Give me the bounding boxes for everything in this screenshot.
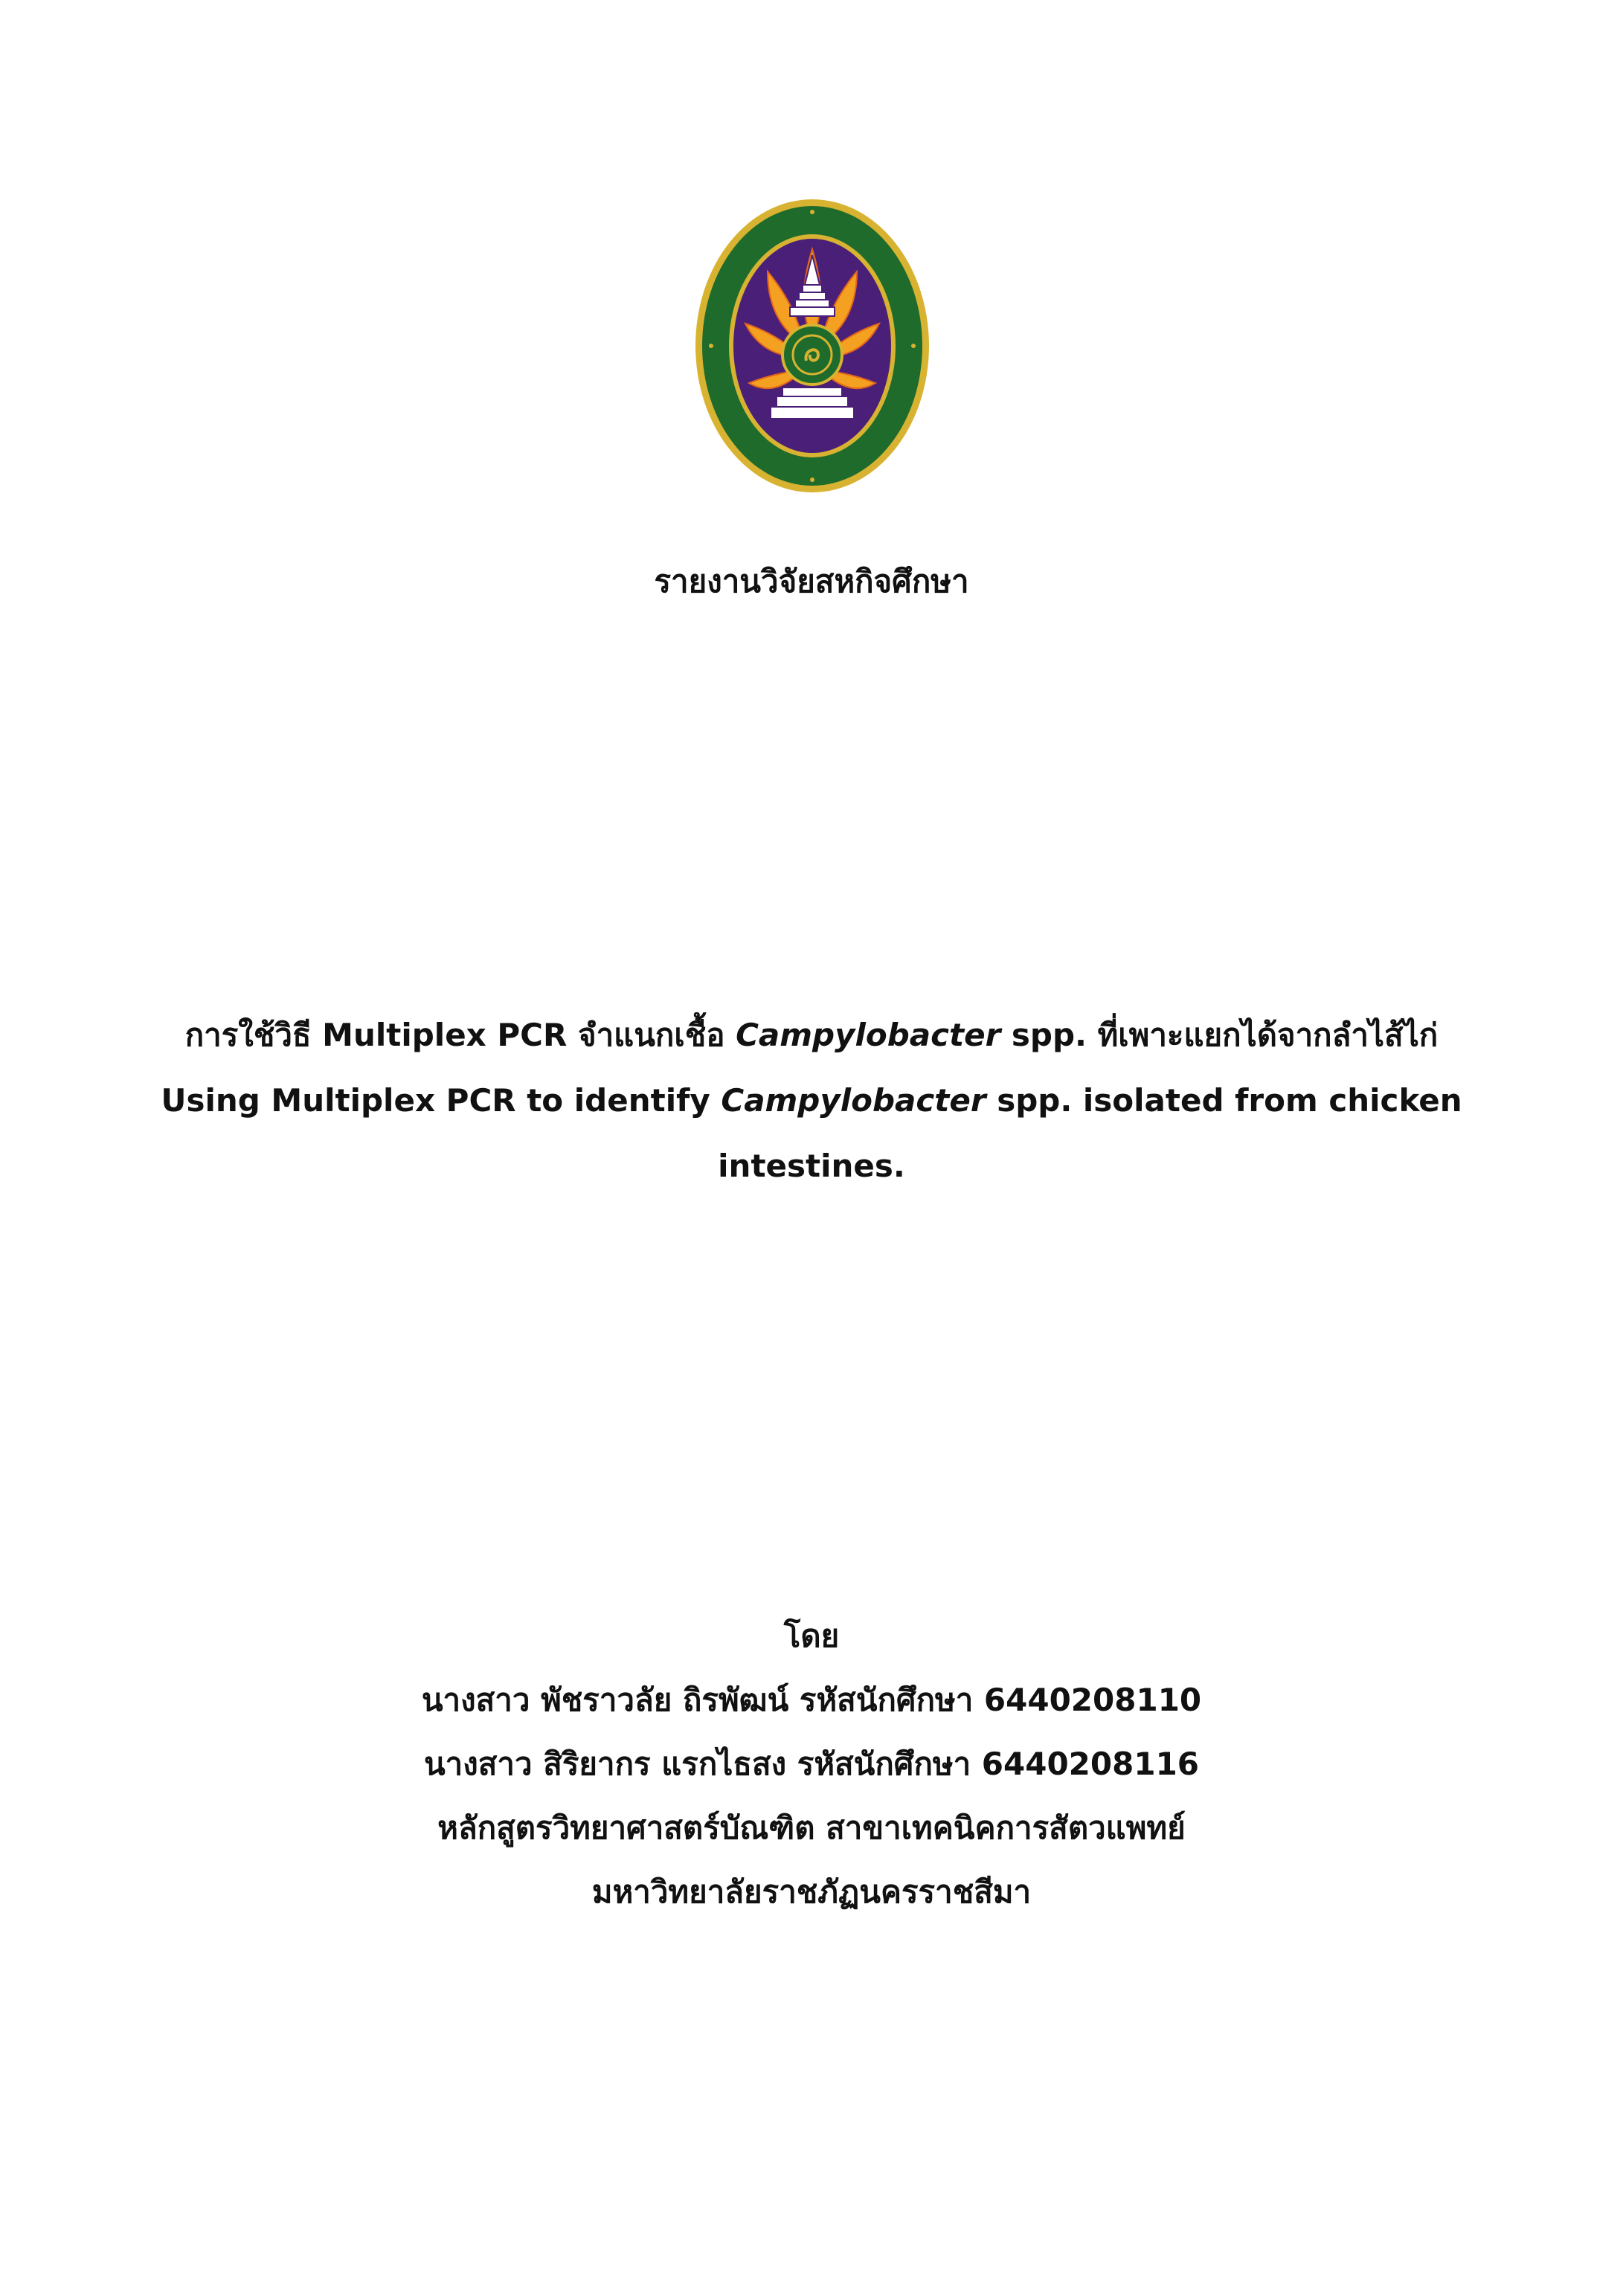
thesis-title-thai-part-1: การใช้วิธี Multiplex PCR จำแนกเชื้อ [184, 1017, 736, 1053]
author-line: นางสาว พัชราวลัย ถิรพัฒน์ รหัสนักศึกษา 6440208110 [421, 1682, 1202, 1718]
thesis-title-thai [0, 1013, 1623, 1058]
report-type-heading: รายงานวิจัยสหกิจศึกษา [654, 563, 969, 599]
thesis-title-thai-genus: Campylobacter [736, 1017, 1001, 1053]
thesis-title-english-line-1 [0, 1078, 1623, 1123]
university-seal-icon [693, 197, 931, 495]
thesis-title-thai-part-2: spp. ที่เพาะแยกได้จากลำไส้ไก่ [1000, 1017, 1439, 1053]
program-line: หลักสูตรวิทยาศาสตร์บัณฑิต สาขาเทคนิคการสัตวแพทย์ [437, 1810, 1186, 1846]
thesis-title-english-part-1: Using Multiplex PCR to identify [161, 1082, 721, 1119]
thesis-title-english-genus: Campylobacter [721, 1082, 986, 1119]
thesis-title-english-part-2: spp. isolated from chicken [986, 1082, 1462, 1119]
university-line: มหาวิทยาลัยราชภัฏนครราชสีมา [591, 1874, 1032, 1910]
by-label: โดย [783, 1618, 840, 1654]
author-line: นางสาว สิริยากร แรกไธสง รหัสนักศึกษา 6440208116 [423, 1746, 1200, 1782]
thesis-title-english-line-2: intestines. [718, 1148, 905, 1184]
